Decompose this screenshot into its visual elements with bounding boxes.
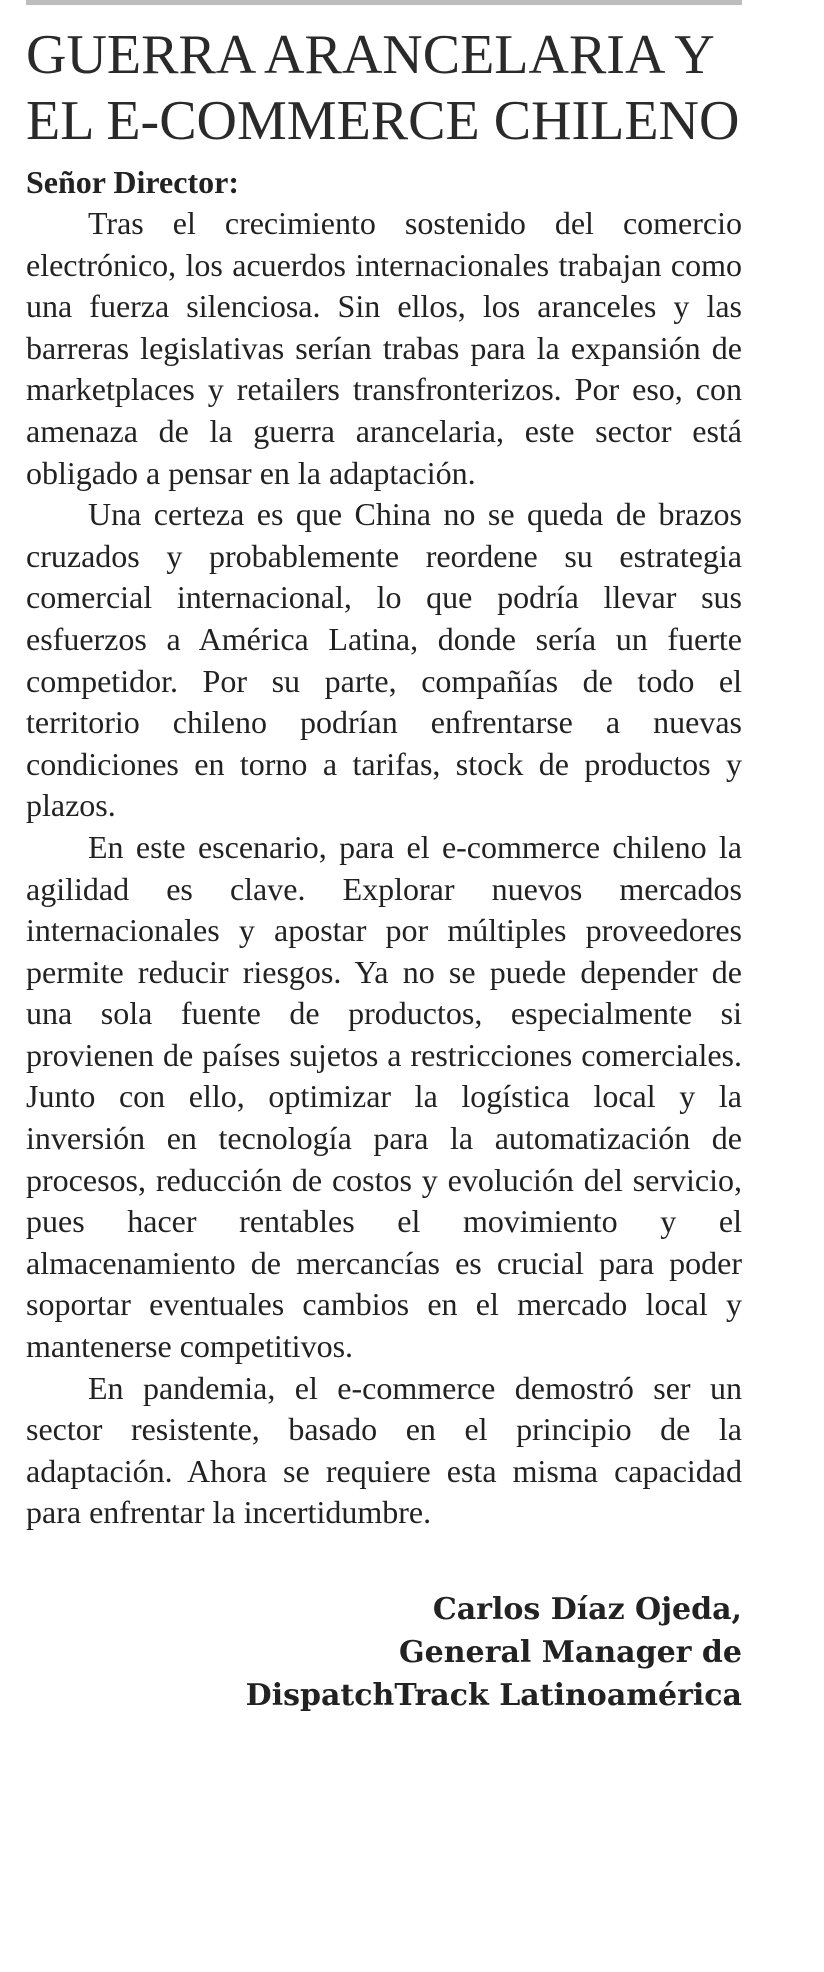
author-name: Carlos Díaz Ojeda, <box>432 1592 742 1627</box>
paragraph-1: Tras el crecimiento sostenido del comercio electrónico, los acuerdos internacionales trabajan como una fuerza silenciosa. Sin ellos, los aranceles y las barreras legislativas serían trabas para la expansión de marketplaces y retailers transfronterizos. Por eso, con amenaza de la guerra arancelaria, este sector está obligado a pensar en la adaptación. <box>26 205 742 491</box>
signature-block <box>26 1588 742 1717</box>
salutation: Señor Director: <box>26 164 239 200</box>
paragraph-3: En este escenario, para el e-commerce chileno la agilidad es clave. Explorar nuevos mercados internacionales y apostar por múltiples proveedores permite reducir riesgos. Ya no se puede depender de una sola fuente de productos, especialmente si provienen de países sujetos a restricciones comerciales. Junto con ello, optimizar la logística local y la inversión en tecnología para la automatización de procesos, reducción de costos y evolución del servicio, pues hacer rentables el movimiento y el almacenamiento de mercancías es crucial para poder soportar eventuales cambios en el mercado local y mantenerse competitivos. <box>26 828 742 1365</box>
author-title: General Manager de <box>399 1635 742 1670</box>
headline-line-2: EL E-COMMERCE CHILENO <box>26 90 740 152</box>
letter-body <box>26 203 742 1534</box>
author-company: DispatchTrack Latinoamérica <box>245 1678 742 1713</box>
letter-article <box>26 22 742 1717</box>
top-divider <box>26 0 742 5</box>
paragraph-4: En pandemia, el e-commerce demostró ser un sector resistente, basado en el principio de la adaptación. Ahora se requiere esta misma capacidad para enfrentar la incertidumbre. <box>26 1369 742 1531</box>
paragraph-2: Una certeza es que China no se queda de brazos cruzados y probablemente reordene su estrategia comercial internacional, lo que podría llevar sus esfuerzos a América Latina, donde sería un fuerte competidor. Por su parte, compañías de todo el territorio chileno podrían enfrentarse a nuevas condiciones en torno a tarifas, stock de productos y plazos. <box>26 496 742 824</box>
headline <box>26 22 742 154</box>
headline-line-1: GUERRA ARANCELARIA Y <box>26 24 715 86</box>
